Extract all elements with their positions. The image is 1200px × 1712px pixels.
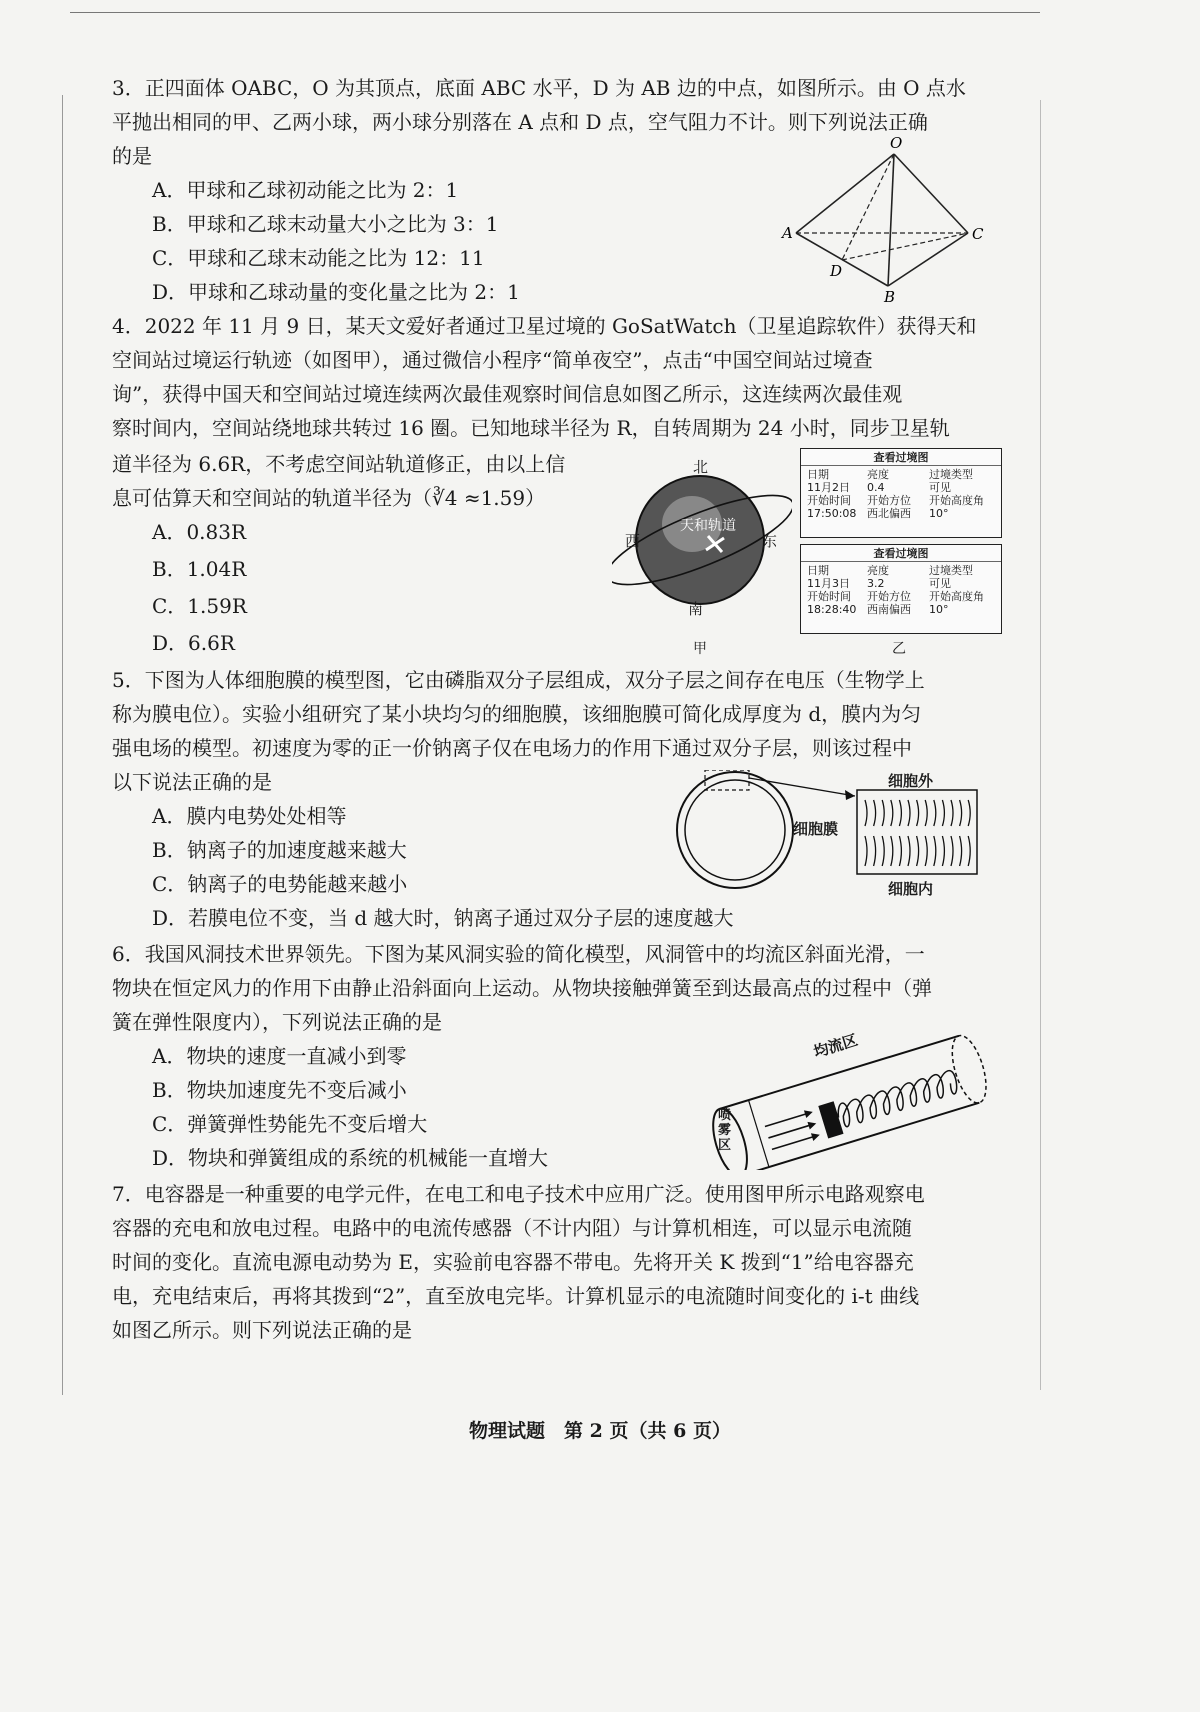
track-label: 天和轨道	[680, 518, 736, 534]
lipid-tail	[865, 836, 867, 866]
q5-option-b: B．钠离子的加速度越来越大	[152, 838, 407, 862]
q4-option-b: B．1.04R	[152, 557, 247, 581]
q7-line-3: 时间的变化。直流电源电动势为 E，实验前电容器不带电。先将开关 K 拨到“1”给电容器充	[112, 1250, 914, 1274]
q5-line-4: 以下说法正确的是	[112, 770, 272, 794]
label-c: C	[972, 225, 984, 243]
q7-line-1: 7．电容器是一种重要的电学元件，在电工和电子技术中应用广泛。使用图甲所示电路观察电	[112, 1182, 925, 1206]
panel-cell: 亮度	[867, 564, 889, 577]
panel-cell: 10°	[929, 507, 949, 520]
inside-label: 细胞内	[888, 880, 934, 898]
lipid-tail	[882, 836, 884, 866]
q4-option-a: A．0.83R	[152, 520, 247, 544]
lipid-tail	[908, 836, 910, 866]
panel-cell: 日期	[807, 468, 829, 481]
q4-line-3: 询”，获得中国天和空间站过境连续两次最佳观察时间信息如图乙所示，这连续两次最佳观	[112, 382, 903, 406]
q4-line-6: 息可估算天和空间站的轨道半径为（∛4 ≈1.59）	[112, 486, 546, 510]
lipid-tail	[934, 836, 936, 866]
lipid-tail	[899, 836, 901, 866]
globe-east-label: 东	[762, 532, 778, 550]
q4-option-c: C．1.59R	[152, 594, 247, 618]
lipid-tail	[925, 800, 927, 826]
spray-zone-label: 喷雾区	[718, 1108, 732, 1153]
lipid-tail	[942, 800, 944, 826]
panel-cell: 开始时间	[807, 590, 851, 603]
left-margin-rule	[62, 95, 63, 1395]
lipid-tail	[951, 836, 953, 866]
lipid-tail	[917, 836, 919, 866]
lipid-tail	[874, 800, 876, 826]
panel-cell: 11月2日	[807, 481, 850, 494]
q7-line-5: 如图乙所示。则下列说法正确的是	[112, 1318, 412, 1342]
pass-panel-2	[800, 544, 1002, 634]
q6-option-d: D．物块和弹簧组成的系统的机械能一直增大	[152, 1146, 549, 1170]
panel-cell: 亮度	[867, 468, 889, 481]
q4-line-2: 空间站过境运行轨迹（如图甲），通过微信小程序“简单夜空”，点击“中国空间站过境查	[112, 348, 873, 372]
q7-line-4: 电，充电结束后，再将其拨到“2”，直至放电完毕。计算机显示的电流随时间变化的 i-t 曲线	[112, 1284, 920, 1308]
panel-cell: 开始高度角	[929, 494, 984, 507]
panel-cell: 开始方位	[867, 494, 911, 507]
q3-line-2: 平抛出相同的甲、乙两小球，两小球分别落在 A 点和 D 点，空气阻力不计。则下列说法正确	[112, 110, 928, 134]
panel-cell: 可见	[929, 577, 951, 590]
lipid-tail	[899, 800, 901, 826]
label-b: B	[884, 288, 896, 306]
q5-line-3: 强电场的模型。初速度为零的正一价钠离子仅在电场力的作用下通过双分子层，则该过程中	[112, 736, 912, 760]
label-o: O	[890, 136, 903, 152]
q6-line-1: 6．我国风洞技术世界领先。下图为某风洞实验的简化模型，风洞管中的均流区斜面光滑，一	[112, 942, 925, 966]
lipid-tail	[865, 800, 867, 826]
globe-south-label: 南	[688, 600, 704, 618]
lipid-tail	[891, 836, 893, 866]
lipid-tail	[917, 800, 919, 826]
label-d: D	[830, 262, 843, 280]
panel-cell: 0.4	[867, 481, 885, 494]
lipid-tail	[934, 800, 936, 826]
panel-caption: 乙	[892, 641, 906, 657]
q6-line-2: 物块在恒定风力的作用下由静止沿斜面向上运动。从物块接触弹簧至到达最高点的过程中（弹	[112, 976, 932, 1000]
lipid-tail	[925, 836, 927, 866]
panel-cell: 可见	[929, 481, 951, 494]
lipid-tail	[951, 800, 953, 826]
panel-cell: 11月3日	[807, 577, 850, 590]
lipid-tail	[960, 836, 962, 866]
panel-2-title: 查看过境图	[801, 547, 1001, 562]
wind-tunnel-figure	[700, 1000, 1000, 1170]
q3-line-3: 的是	[112, 144, 152, 168]
q5-option-a: A．膜内电势处处相等	[152, 804, 347, 828]
page-footer: 物理试题 第 2 页（共 6 页）	[469, 1420, 731, 1442]
panel-cell: 过境类型	[929, 564, 973, 577]
q3-line-1: 3．正四面体 OABC，O 为其顶点，底面 ABC 水平，D 为 AB 边的中点，如图所示。由 O 点水	[112, 76, 966, 100]
panel-cell: 日期	[807, 564, 829, 577]
q6-option-c: C．弹簧弹性势能先不变后增大	[152, 1112, 428, 1136]
q4-line-5: 道半径为 6.6R，不考虑空间站轨道修正，由以上信	[112, 452, 566, 476]
lipid-tail	[968, 836, 970, 866]
globe-caption: 甲	[693, 641, 707, 657]
panel-cell: 17:50:08	[807, 507, 857, 520]
q6-line-3: 簧在弹性限度内），下列说法正确的是	[112, 1010, 442, 1034]
panel-cell: 开始方位	[867, 590, 911, 603]
panel-cell: 3.2	[867, 577, 885, 590]
globe-west-label: 西	[625, 532, 641, 550]
panel-cell: 10°	[929, 603, 949, 616]
q3-option-c: C．甲球和乙球末动能之比为 12：11	[152, 246, 485, 270]
q5-option-c: C．钠离子的电势能越来越小	[152, 872, 408, 896]
lipid-tail	[908, 800, 910, 826]
lipid-tail	[874, 836, 876, 866]
panel-cell: 开始时间	[807, 494, 851, 507]
q4-line-4: 察时间内，空间站绕地球共转过 16 圈。已知地球半径为 R，自转周期为 24 小时，同步卫星轨	[112, 416, 950, 440]
lipid-tail	[942, 836, 944, 866]
lipid-bilayer	[865, 800, 970, 866]
q4-option-d: D．6.6R	[152, 631, 235, 655]
lipid-tail	[882, 800, 884, 826]
q7-line-2: 容器的充电和放电过程。电路中的电流传感器（不计内阻）与计算机相连，可以显示电流随	[112, 1216, 912, 1240]
q3-option-b: B．甲球和乙球末动量大小之比为 3：1	[152, 212, 499, 236]
q3-option-a: A．甲球和乙球初动能之比为 2：1	[152, 178, 459, 202]
panel-cell: 18:28:40	[807, 603, 857, 616]
uniform-zone-label: 均流区	[811, 1030, 860, 1062]
tetrahedron-figure	[780, 136, 1000, 306]
q5-line-1: 5．下图为人体细胞膜的模型图，它由磷脂双分子层组成，双分子层之间存在电压（生物学上	[112, 668, 925, 692]
membrane-label: 细胞膜	[793, 820, 839, 838]
lipid-tail	[960, 800, 962, 826]
panel-cell: 西北偏西	[867, 507, 911, 520]
outside-label: 细胞外	[888, 772, 934, 790]
q6-option-a: A．物块的速度一直减小到零	[152, 1044, 407, 1068]
q3-option-d: D．甲球和乙球动量的变化量之比为 2：1	[152, 280, 520, 304]
label-a: A	[782, 224, 793, 242]
q6-option-b: B．物块加速度先不变后减小	[152, 1078, 407, 1102]
panel-1-title: 查看过境图	[801, 451, 1001, 466]
panel-cell: 过境类型	[929, 468, 973, 481]
pass-panel-1	[800, 448, 1002, 538]
panel-cell: 西南偏西	[867, 603, 911, 616]
q5-option-d: D．若膜电位不变，当 d 越大时，钠离子通过双分子层的速度越大	[152, 906, 734, 930]
globe-north-label: 北	[693, 458, 709, 476]
globe-figure	[612, 454, 792, 654]
panel-cell: 开始高度角	[929, 590, 984, 603]
lipid-tail	[968, 800, 970, 826]
right-margin-rule	[1040, 100, 1041, 1390]
top-rule	[70, 12, 1040, 13]
spring	[835, 1069, 960, 1128]
lipid-tail	[891, 800, 893, 826]
q4-line-1: 4．2022 年 11 月 9 日，某天文爱好者通过卫星过境的 GoSatWatch（卫星追踪软件）获得天和	[112, 314, 977, 338]
q5-line-2: 称为膜电位）。实验小组研究了某小块均匀的细胞膜，该细胞膜可简化成厚度为 d，膜内为匀	[112, 702, 922, 726]
